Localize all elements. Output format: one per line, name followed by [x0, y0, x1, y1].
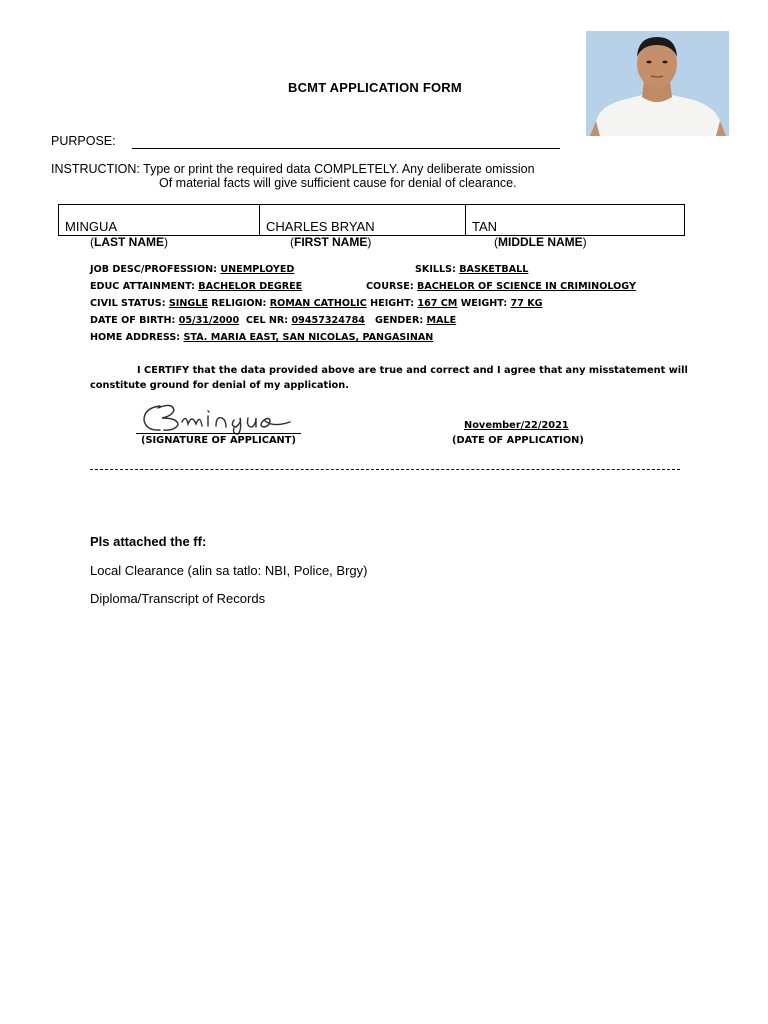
instruction-line-2: Of material facts will give sufficient cause for denial of clearance.	[159, 176, 517, 190]
job-label: JOB DESC/PROFESSION:	[90, 264, 218, 275]
instruction-line-1: INSTRUCTION: Type or print the required data COMPLETELY. Any deliberate omission	[51, 162, 535, 176]
first-name-label: (FIRST NAME)	[290, 235, 372, 249]
dob-label: DATE OF BIRTH:	[90, 315, 176, 326]
applicant-photo	[586, 31, 729, 136]
signature-line[interactable]	[136, 433, 301, 434]
skills-field	[415, 264, 528, 275]
name-table	[58, 204, 685, 236]
certification-statement: I CERTIFY that the data provided above are true and correct and I agree that any misstatement will constitute ground for denial of my application.	[90, 365, 688, 391]
educ-value: BACHELOR DEGREE	[198, 281, 303, 292]
last-name-value: MINGUA	[65, 219, 117, 234]
signature-image	[138, 400, 298, 436]
job-field	[90, 264, 294, 275]
attachments-title: Pls attached the ff:	[90, 534, 207, 549]
gender-label: GENDER:	[374, 315, 424, 326]
middle-name-label: (MIDDLE NAME)	[494, 235, 587, 249]
address-row	[90, 332, 433, 343]
middle-name-value: TAN	[472, 219, 498, 234]
cel-label: CEL NR:	[245, 315, 289, 326]
form-title: BCMT APPLICATION FORM	[288, 80, 462, 95]
religion-label: RELIGION:	[211, 298, 267, 309]
first-name-cell[interactable]	[260, 205, 466, 235]
address-label: HOME ADDRESS:	[90, 332, 181, 343]
last-name-cell[interactable]	[59, 205, 260, 235]
religion-value: ROMAN CATHOLIC	[269, 298, 367, 309]
skills-value: BASKETBALL	[459, 264, 529, 275]
educ-field	[90, 281, 302, 292]
signature-label: (SIGNATURE OF APPLICANT)	[141, 435, 296, 446]
civil-value: SINGLE	[168, 298, 208, 309]
civil-status-row	[90, 298, 543, 309]
skills-label: SKILLS:	[415, 264, 456, 275]
section-divider	[90, 469, 680, 470]
weight-label: WEIGHT:	[460, 298, 508, 309]
purpose-label: PURPOSE:	[51, 134, 116, 148]
application-date-label: (DATE OF APPLICATION)	[452, 435, 584, 446]
course-field	[366, 281, 636, 292]
height-label: HEIGHT:	[370, 298, 415, 309]
purpose-field[interactable]	[132, 148, 560, 149]
attachment-item: Diploma/Transcript of Records	[90, 591, 266, 606]
educ-label: EDUC ATTAINMENT:	[90, 281, 195, 292]
civil-label: CIVIL STATUS:	[90, 298, 166, 309]
job-value: UNEMPLOYED	[220, 264, 295, 275]
application-date-value: November/22/2021	[464, 420, 569, 431]
first-name-value: CHARLES BRYAN	[266, 219, 375, 234]
cel-value: 09457324784	[291, 315, 365, 326]
weight-value: 77 KG	[510, 298, 543, 309]
middle-name-cell[interactable]	[466, 205, 684, 235]
gender-value: MALE	[426, 315, 457, 326]
height-value: 167 CM	[417, 298, 458, 309]
course-label: COURSE:	[366, 281, 414, 292]
dob-row	[90, 315, 456, 326]
last-name-label: (LAST NAME)	[90, 235, 168, 249]
address-value: STA. MARIA EAST, SAN NICOLAS, PANGASINAN	[183, 332, 434, 343]
attachment-item: Local Clearance (alin sa tatlo: NBI, Police, Brgy)	[90, 563, 368, 578]
course-value: BACHELOR OF SCIENCE IN CRIMINOLOGY	[417, 281, 636, 292]
dob-value: 05/31/2000	[178, 315, 240, 326]
